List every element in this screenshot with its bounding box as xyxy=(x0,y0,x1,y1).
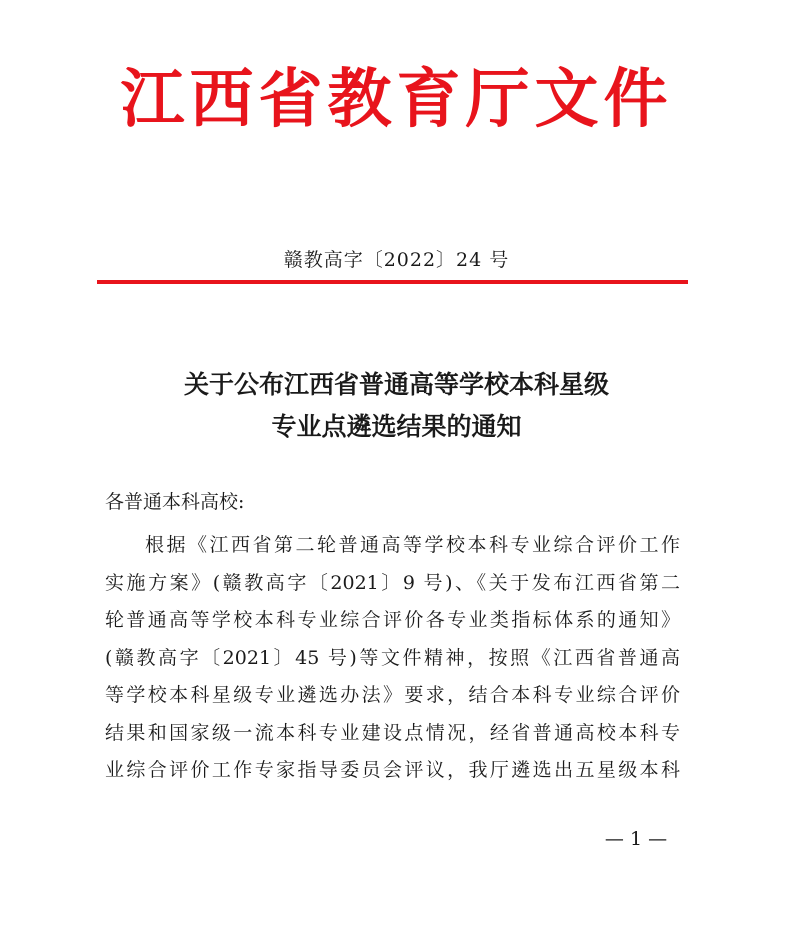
document-masthead: 江西省教育厅文件 xyxy=(120,62,673,137)
body-line: 轮普通高等学校本科专业综合评价各专业类指标体系的通知》 xyxy=(105,609,680,631)
page-number: — 1 — xyxy=(604,828,668,850)
salutation: 各普通本科高校: xyxy=(105,491,245,513)
body-line: (赣教高字〔2021〕45 号)等文件精神，按照《江西省普通高 xyxy=(105,646,680,669)
body-line: 结果和国家级一流本科专业建设点情况，经省普通高校本科专 xyxy=(105,721,680,744)
title-line-1: 关于公布江西省普通高等学校本科星级 xyxy=(183,370,609,399)
body-line: 实施方案》(赣教高字〔2021〕9 号)、《关于发布江西省第二 xyxy=(105,571,680,594)
body-line: 等学校本科星级专业遴选办法》要求，结合本科专业综合评价 xyxy=(105,684,680,706)
body-line: 业综合评价工作专家指导委员会评议，我厅遴选出五星级本科 xyxy=(105,759,680,781)
document-number: 赣教高字〔2022〕24 号 xyxy=(283,249,510,271)
title-line-2: 专业点遴选结果的通知 xyxy=(271,412,522,441)
document-title xyxy=(0,364,793,448)
body-paragraph xyxy=(105,531,680,794)
body-line: 根据《江西省第二轮普通高等学校本科专业综合评价工作 xyxy=(145,534,680,556)
red-divider-line xyxy=(97,280,688,284)
